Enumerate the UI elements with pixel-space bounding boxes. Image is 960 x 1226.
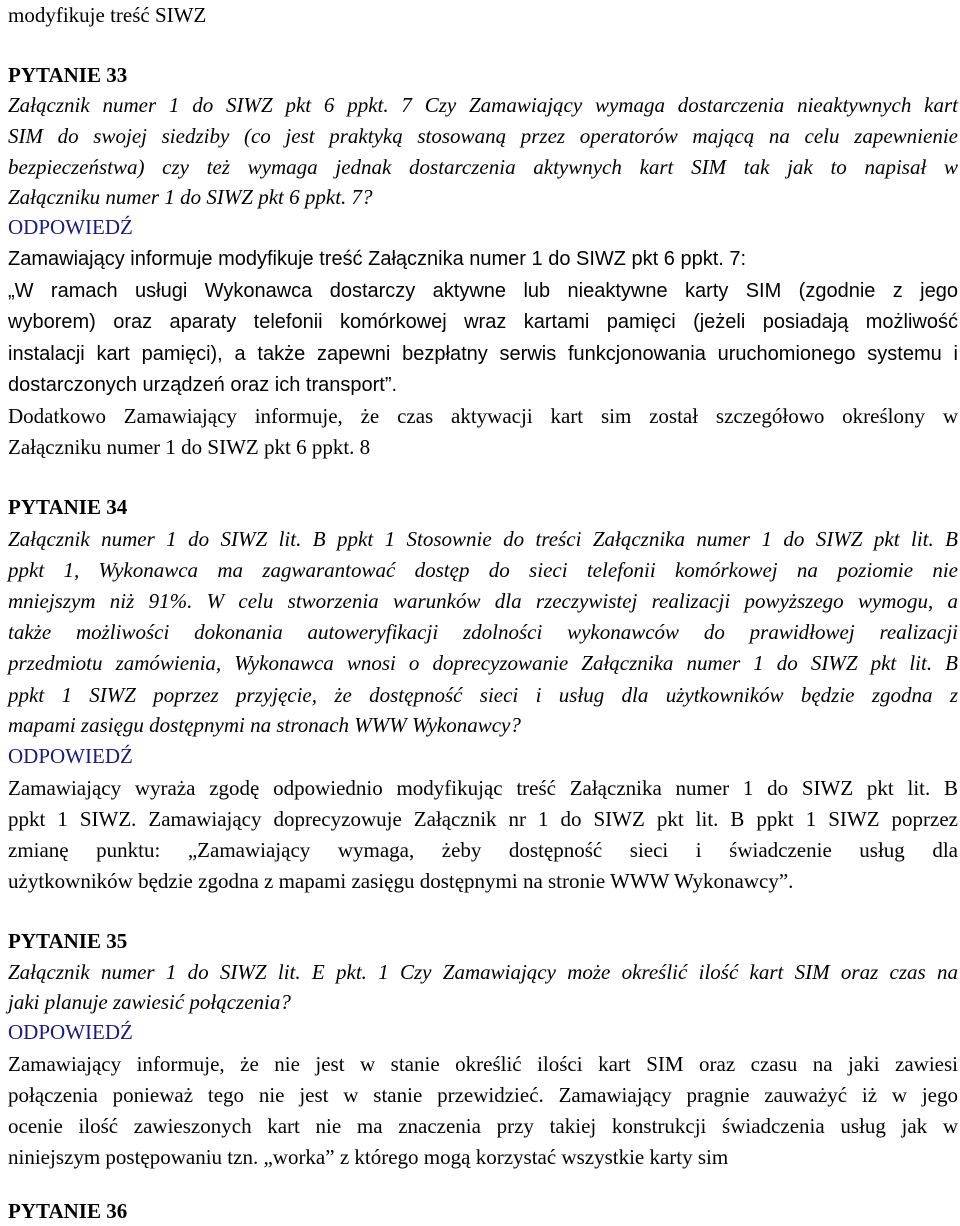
question-35-line: jaki planuje zawiesić połączenia? [8, 990, 291, 1014]
question-34-line: mapami zasięgu dostępnymi na stronach WWW Wykonawcy? [8, 713, 521, 737]
answer-33-line: „W ramach usługi Wykonawca dostarczy aktywne lub nieaktywne karty SIM (zgodnie z jego [8, 280, 958, 302]
question-36-heading: PYTANIE 36 [8, 1199, 128, 1223]
answer-33-line: Załączniku numer 1 do SIWZ pkt 6 ppkt. 8 [8, 435, 371, 459]
answer-35-line: niniejszym postępowaniu tzn. „worka” z którego mogą korzystać wszystkie karty sim [8, 1145, 729, 1169]
question-33-line: Załączniku numer 1 do SIWZ pkt 6 ppkt. 7? [8, 185, 373, 209]
intro-text: modyfikuje treść SIWZ [8, 3, 207, 27]
question-34-line: Załącznik numer 1 do SIWZ lit. B ppkt 1 Stosownie do treści Załącznika numer 1 do SIWZ pkt lit. B [8, 527, 958, 551]
answer-34-line: zmianę punktu: „Zamawiający wymaga, żeby dostępność sieci i świadczenie usług dla [8, 838, 958, 862]
question-34-line: ppkt 1 SIWZ poprzez przyjęcie, że dostępność sieci i usług dla użytkowników będzie zgodna z [8, 683, 958, 707]
answer-33-line: Zamawiający informuje modyfikuje treść Załącznika numer 1 do SIWZ pkt 6 ppkt. 7: [8, 248, 747, 270]
question-33-line: Załącznik numer 1 do SIWZ pkt 6 ppkt. 7 Czy Zamawiający wymaga dostarczenia nieaktywnych kart [8, 93, 958, 117]
question-34-line: mniejszym niż 91%. W celu stworzenia warunków dla rzeczywistej realizacji powyższego wymogu, a [8, 589, 958, 613]
question-33-line: SIM do swojej siedziby (co jest praktyką stosowaną przez operatorów mającą na celu zapewnienie [8, 124, 958, 148]
answer-33-line: Dodatkowo Zamawiający informuje, że czas aktywacji kart sim został szczegółowo określony w [8, 404, 958, 428]
answer-34-line: Zamawiający wyraża zgodę odpowiednio modyfikując treść Załącznika numer 1 do SIWZ pkt lit. B [8, 776, 958, 800]
question-34-line: także możliwości dokonania autoweryfikacji zdolności wykonawców do prawidłowej realizacji [8, 620, 958, 644]
answer-34-line: użytkowników będzie zgodna z mapami zasięgu dostępnymi na stronie WWW Wykonawcy”. [8, 869, 794, 893]
answer-34-line: ppkt 1 SIWZ. Zamawiający doprecyzowuje Załącznik nr 1 do SIWZ pkt lit. B ppkt 1 SIWZ poprzez [8, 807, 958, 831]
answer-35-line: Zamawiający informuje, że nie jest w stanie określić ilości kart SIM oraz czasu na jaki zawiesi [8, 1052, 958, 1076]
question-35-heading: PYTANIE 35 [8, 929, 128, 953]
answer-35-label: ODPOWIEDŹ [8, 1020, 133, 1044]
answer-33-line: instalacji kart pamięci), a także zapewni bezpłatny serwis funkcjonowania uruchomionego systemu i [8, 343, 958, 365]
question-34-line: ppkt 1, Wykonawca ma zagwarantować dostęp do sieci telefonii komórkowej na poziomie nie [8, 558, 958, 582]
answer-34-label: ODPOWIEDŹ [8, 744, 133, 768]
answer-33-line: dostarczonych urządzeń oraz ich transport”. [8, 374, 398, 396]
question-33-heading: PYTANIE 33 [8, 63, 128, 87]
question-35-line: Załącznik numer 1 do SIWZ lit. E pkt. 1 Czy Zamawiający może określić ilość kart SIM oraz czas na [8, 960, 958, 984]
answer-35-line: połączenia ponieważ tego nie jest w stanie przewidzieć. Zamawiający pragnie zauważyć iż w jego [8, 1083, 958, 1107]
question-33-line: bezpieczeństwa) czy też wymaga jednak dostarczenia aktywnych kart SIM tak jak to napisał w [8, 155, 958, 179]
question-34-line: przedmiotu zamówienia, Wykonawca wnosi o doprecyzowanie Załącznika numer 1 do SIWZ pkt lit. B [8, 651, 958, 675]
answer-35-line: ocenie ilość zawieszonych kart nie ma znaczenia przy takiej konstrukcji świadczenia usług jak w [8, 1114, 958, 1138]
answer-33-label: ODPOWIEDŹ [8, 215, 133, 239]
answer-33-line: wyborem) oraz aparaty telefonii komórkowej wraz kartami pamięci (jeżeli posiadają możliwość [8, 311, 958, 333]
question-34-heading: PYTANIE 34 [8, 495, 128, 519]
